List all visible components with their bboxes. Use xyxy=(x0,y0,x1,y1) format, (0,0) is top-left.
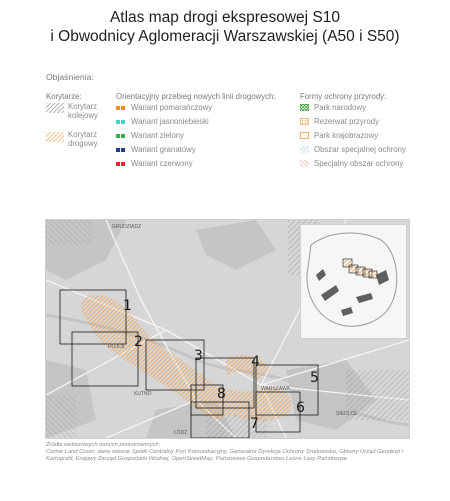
sheet-number-4[interactable]: 4 xyxy=(251,354,260,370)
rail-corridor-label-1: Korytarz xyxy=(68,102,98,111)
variant-orange-swatch xyxy=(116,103,126,112)
sheet-number-6[interactable]: 6 xyxy=(296,400,305,416)
sheet-number-5[interactable]: 5 xyxy=(310,370,319,386)
variant-navy-item xyxy=(116,145,196,154)
variant-red-swatch xyxy=(116,159,126,168)
sheet-number-2[interactable]: 2 xyxy=(134,334,143,350)
variant-orange-label: Wariant pomarańczowy xyxy=(131,103,213,112)
source-heading: Źródła wektorowych danych przestrzennych: xyxy=(46,442,161,448)
landscape-park-item xyxy=(300,131,378,140)
legend-heading: Objaśnienia: xyxy=(46,72,94,82)
variant-navy-swatch xyxy=(116,145,126,154)
source-note xyxy=(46,442,426,464)
corridors-heading: Korytarze: xyxy=(46,92,82,101)
source-text: Corine Land Cover, dane własne Spółki Centralny Port Komunikacyjny, Generalna Dyrekcja Ochrony Środowiska, Główny Urząd Geodezji i Kartografii, Krajowy Zarząd Gospodarki Wodnej, OpenStreetMap, Państwowe Gospodarstwo Leśne Lasy Państwowe xyxy=(46,449,403,463)
variant-navy-label: Wariant granatowy xyxy=(131,145,196,154)
variant-orange-item xyxy=(116,103,212,112)
spa-label: Obszar specjalnej ochrony xyxy=(314,145,406,154)
nature-heading: Formy ochrony przyrody: xyxy=(300,92,387,101)
sheet-number-8[interactable]: 8 xyxy=(217,386,226,402)
road-corridor-label-2: drogowy xyxy=(68,139,98,148)
rail-corridor-icon xyxy=(46,103,64,113)
nature-reserve-label: Rezerwat przyrody xyxy=(314,117,379,126)
protected-area-nw xyxy=(46,220,91,245)
sac-label: Specjalny obszar ochrony xyxy=(314,159,404,168)
sheet-number-1[interactable]: 1 xyxy=(123,298,132,314)
road-corridor-label-1: Korytarz xyxy=(68,130,98,139)
inset-canvas xyxy=(301,225,406,338)
national-park-label: Park narodowy xyxy=(314,103,367,112)
nature-reserve-item xyxy=(300,117,379,126)
national-park-icon xyxy=(300,104,309,111)
protected-area-sw xyxy=(46,395,76,438)
spa-item xyxy=(300,145,406,154)
landscape-park-label: Park krajobrazowy xyxy=(314,131,379,140)
special-area-conservation-icon xyxy=(300,160,309,167)
variant-lightblue-swatch xyxy=(116,117,126,126)
sheet-number-7[interactable]: 7 xyxy=(250,416,259,432)
sheet-number-3[interactable]: 3 xyxy=(194,348,203,364)
road-corridor-icon xyxy=(46,132,64,142)
place-label-grudziadz: GRUDZIĄDZ xyxy=(112,224,142,230)
variant-lightblue-item xyxy=(116,117,209,126)
place-label-kutno: KUTNO xyxy=(134,391,152,397)
variant-red-item xyxy=(116,159,193,168)
landscape-park-icon xyxy=(300,132,309,139)
variant-green-label: Wariant zielony xyxy=(131,131,185,140)
national-park-item xyxy=(300,103,366,112)
sac-item xyxy=(300,159,403,168)
variant-green-item xyxy=(116,131,184,140)
atlas-title-line2: i Obwodnicy Aglomeracji Warszawskiej (A50 i S50) xyxy=(50,28,400,45)
place-label-lodz: ŁÓDŹ xyxy=(174,430,188,436)
place-label-plock: PŁOCK xyxy=(108,344,125,350)
variant-green-swatch xyxy=(116,131,126,140)
special-protection-area-icon xyxy=(300,146,309,153)
inset-forests xyxy=(316,269,389,316)
inset-highlight xyxy=(343,259,377,278)
rail-corridor-label-2: kolejowy xyxy=(68,111,98,120)
variant-red-label: Wariant czerwony xyxy=(131,159,193,168)
place-label-siedlce: SIEDLCE xyxy=(336,411,358,417)
variant-lightblue-label: Wariant jasnoniebieski xyxy=(131,117,209,126)
nature-reserve-icon xyxy=(300,118,309,125)
overview-inset-map xyxy=(300,224,407,339)
atlas-title-line1: Atlas map drogi ekspresowej S10 xyxy=(109,9,341,26)
variants-heading: Orientacyjny przebieg nowych linii drogowych: xyxy=(116,92,276,101)
place-label-warszawa: WARSZAWA xyxy=(261,386,290,392)
